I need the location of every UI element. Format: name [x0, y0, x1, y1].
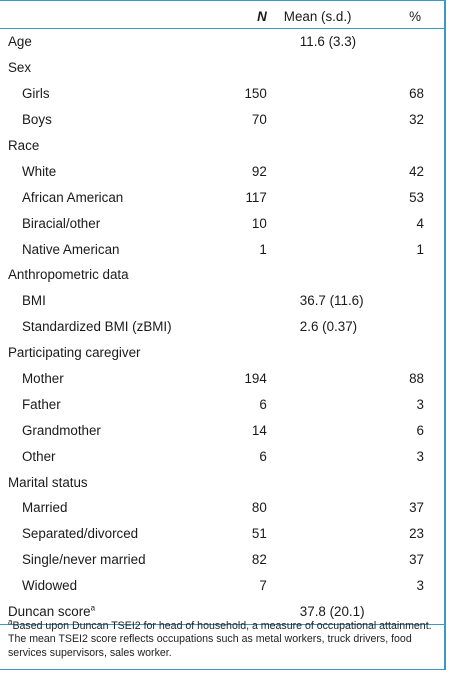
row-label-text: Duncan score [8, 604, 91, 620]
row-label-text: Girls [22, 86, 50, 102]
row-n: 1 [259, 241, 267, 257]
table-row [0, 158, 446, 184]
row-label-text: Widowed [22, 578, 78, 594]
row-mean [274, 340, 409, 366]
row-n [211, 262, 273, 288]
table-row [0, 573, 446, 599]
row-n: 6 [259, 448, 267, 464]
row-n [211, 469, 273, 495]
table-row [0, 443, 446, 469]
row-mean [274, 366, 409, 392]
row-label [0, 469, 211, 495]
row-mean: 11.6 (3.3) [299, 34, 357, 50]
row-mean [274, 210, 409, 236]
row-label-text: Native American [22, 241, 120, 257]
row-label [0, 55, 211, 81]
row-pct: 3 [416, 396, 424, 412]
row-label [0, 314, 211, 340]
row-label [0, 29, 211, 55]
row-label [0, 107, 211, 133]
row-label [0, 262, 211, 288]
row-pct: 32 [409, 112, 424, 128]
row-label [0, 521, 211, 547]
row-n: 117 [245, 189, 267, 205]
row-label-text: Mother [22, 371, 64, 387]
row-label [0, 443, 211, 469]
table-header-row [0, 4, 446, 29]
row-pct: 37 [409, 552, 424, 568]
row-label-text: Single/never married [22, 552, 146, 568]
row-mean: 37.8 (20.1) [274, 599, 409, 625]
row-label [0, 573, 211, 599]
row-mean [274, 262, 409, 288]
table-row [0, 366, 446, 392]
row-pct: 68 [409, 86, 424, 102]
row-label-text: BMI [22, 293, 46, 309]
row-label [0, 417, 211, 443]
row-mean [274, 417, 409, 443]
row-label [0, 366, 211, 392]
table-row [0, 210, 446, 236]
row-n [211, 55, 273, 81]
table-row [0, 262, 446, 288]
footnote [8, 617, 438, 660]
row-label-text: White [22, 163, 57, 179]
row-n: 6 [259, 396, 267, 412]
table-row [0, 469, 446, 495]
row-label [0, 236, 211, 262]
row-n: 80 [251, 500, 267, 516]
table-row [0, 314, 446, 340]
row-label [0, 340, 211, 366]
row-label-text: Other [22, 448, 56, 464]
row-label-text: Anthropometric data [8, 267, 129, 283]
table-row [0, 184, 446, 210]
row-mean [274, 495, 409, 521]
row-label-text: Participating caregiver [8, 345, 141, 361]
row-pct: 3 [416, 578, 424, 594]
row-pct: 1 [416, 241, 424, 257]
header-mean: Mean (s.d.) [274, 4, 409, 29]
row-pct: 37 [409, 500, 424, 516]
row-n: 14 [251, 422, 267, 438]
row-label [0, 547, 211, 573]
table-row [0, 521, 446, 547]
row-label [0, 391, 211, 417]
table-row [0, 236, 446, 262]
row-label [0, 158, 211, 184]
row-label-text: Standardized BMI (zBMI) [22, 319, 172, 335]
row-pct: 42 [409, 163, 424, 179]
row-label [0, 495, 211, 521]
table-row [0, 417, 446, 443]
row-pct: 23 [409, 526, 424, 542]
row-label-text: Boys [22, 112, 52, 128]
table-row [0, 547, 446, 573]
row-n [211, 133, 273, 159]
row-label [0, 81, 211, 107]
row-label [0, 210, 211, 236]
row-n [211, 314, 273, 340]
row-mean [274, 443, 409, 469]
table-row [0, 29, 446, 55]
row-pct [409, 29, 446, 55]
row-pct [409, 133, 446, 159]
row-mean [274, 573, 409, 599]
row-label-text: Biracial/other [22, 215, 101, 231]
row-pct: 6 [416, 422, 424, 438]
row-label-text: Father [22, 396, 61, 412]
row-mean [274, 469, 409, 495]
row-n [211, 288, 273, 314]
row-label [0, 133, 211, 159]
footnote-marker: a [8, 617, 13, 627]
row-pct [409, 288, 446, 314]
header-pct: % [409, 4, 446, 29]
row-pct: 4 [416, 215, 424, 231]
row-label-text: Married [22, 500, 68, 516]
table-row [0, 81, 446, 107]
table-row [0, 340, 446, 366]
row-n: 150 [244, 86, 267, 102]
row-label-text: Age [8, 34, 32, 50]
header-label [0, 4, 211, 29]
row-mean: 2.6 (0.37) [299, 319, 358, 335]
header-n [211, 4, 273, 29]
row-pct: 88 [409, 371, 424, 387]
row-mean: 36.7 (11.6) [299, 293, 364, 309]
row-pct [409, 55, 446, 81]
header-n-text: N [257, 8, 267, 24]
row-mean [274, 107, 409, 133]
row-pct [409, 469, 446, 495]
table-row [0, 107, 446, 133]
row-label [0, 184, 211, 210]
row-n: 10 [251, 215, 267, 231]
row-mean [274, 521, 409, 547]
row-pct: 3 [416, 448, 424, 464]
row-pct: 53 [409, 189, 424, 205]
row-mean [274, 81, 409, 107]
row-n [211, 340, 273, 366]
row-pct [409, 340, 446, 366]
row-label-text: Grandmother [22, 422, 101, 438]
row-mean [274, 547, 409, 573]
footnote-text: Based upon Duncan TSEI2 for head of household, a measure of occupational attainment. The mean TSEI2 score reflects occupations such as metal workers, truck drivers, food services supervisors, sales worker. [8, 620, 432, 659]
table-row [0, 55, 446, 81]
footnote-ref: a [90, 603, 96, 613]
row-label-text: Marital status [8, 474, 88, 490]
row-n: 51 [251, 526, 267, 542]
table-row [0, 288, 446, 314]
row-n: 82 [251, 552, 267, 568]
row-n [211, 29, 273, 55]
row-mean [274, 158, 409, 184]
table-row [0, 495, 446, 521]
row-mean [274, 55, 409, 81]
demographics-table [0, 4, 446, 625]
row-mean [274, 133, 409, 159]
row-label [0, 288, 211, 314]
row-pct [409, 314, 446, 340]
row-label-text: African American [22, 189, 124, 205]
row-pct [409, 262, 446, 288]
table-row [0, 133, 446, 159]
row-n: 194 [244, 371, 267, 387]
row-label-text: Separated/divorced [22, 526, 139, 542]
table-body [0, 29, 446, 625]
row-mean [274, 391, 409, 417]
row-n: 92 [251, 163, 267, 179]
row-label-text: Race [8, 138, 40, 153]
row-n: 7 [259, 578, 267, 594]
row-label-text: Sex [8, 60, 32, 76]
table-row [0, 391, 446, 417]
row-mean [274, 236, 409, 262]
row-mean [274, 184, 409, 210]
row-n: 70 [251, 112, 267, 128]
